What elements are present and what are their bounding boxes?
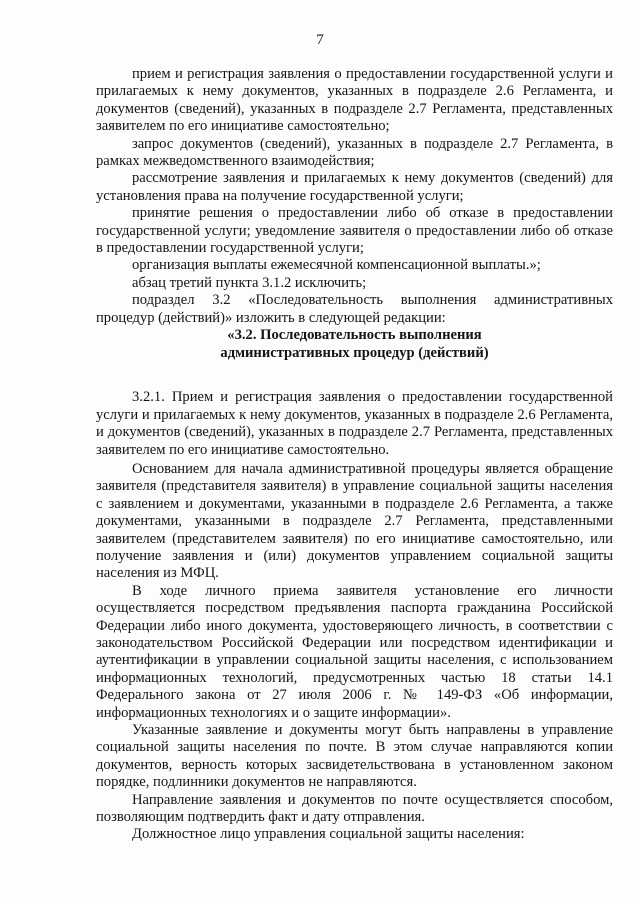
paragraph: организация выплаты ежемесячной компенсационной выплаты.»; (132, 257, 541, 274)
paragraph: абзац третий пункта 3.1.2 исключить; (132, 274, 367, 291)
paragraph: прием и регистрация заявления о предоставлении государственной услуги и прилагаемых к нему документов, указанных в подразделе 2.6 Регламента, и документов (сведений), указанных в подразделе 2.7 Регламента, представленных заявителем по его инициативе самостоятельно; (96, 66, 613, 135)
paragraph: подраздел 3.2 «Последовательность выполнения административных процедур (действий)» изложить в следующей редакции: (96, 292, 613, 326)
spacer (96, 362, 613, 389)
page-number: 7 (316, 32, 324, 48)
paragraph: принятие решения о предоставлении либо об отказе в предоставлении государственной услуги; уведомление заявителя о предоставлении либо об отказе в предоставлении государственной услуги; (96, 205, 613, 257)
paragraph: В ходе личного приема заявителя установление его личности осуществляется посредством предъявления паспорта гражданина Российской Федерации либо иного документа, удостоверяющего личность, в соответствии с законодательством Российской Федерации или посредством идентификации и аутентификации в управлении социальной защиты населения, с использованием информационных технологий, предусмотренных частью 18 статьи 14.1 Федерального закона от 27 июля 2006 г. № 149-ФЗ «Об информации, информационных технологиях и о защите информации». (96, 582, 613, 721)
paragraph: запрос документов (сведений), указанных в подразделе 2.7 Регламента, в рамках межведомственного взаимодействия; (96, 135, 613, 170)
paragraph: рассмотрение заявления и прилагаемых к нему документов (сведений) для установления права на получение государственной услуги; (96, 170, 613, 204)
section-heading (96, 327, 613, 362)
paragraph: Основанием для начала административной процедуры является обращение заявителя (представителя заявителя) в управление социальной защиты населения с заявлением и документами, указанными в подразделе 2.6 Регламента, а также документами, указанными в подразделе 2.7 Регламента, представленными заявителем (представителем заявителя) по его инициативе самостоятельно, или получение заявления и (или) документов управлением социальной защиты населения из МФЦ. (96, 460, 613, 582)
paragraph: Должностное лицо управления социальной защиты населения: (132, 826, 525, 843)
paragraph: Направление заявления и документов по почте осуществляется способом, позволяющим подтвердить факт и дату отправления. (96, 791, 613, 826)
text-column (96, 66, 613, 844)
section-heading-line: «3.2. Последовательность выполнения (227, 327, 482, 344)
paragraph: Указанные заявление и документы могут быть направлены в управление социальной защиты населения по почте. В этом случае направляются копии документов, верность которых засвидетельствована в установленном законом порядке, подлинники документов не направляются. (96, 722, 613, 791)
paragraph: 3.2.1. Прием и регистрация заявления о предоставлении государственной услуги и прилагаемых к нему документов, указанных в подразделе 2.6 Регламента, и документов (сведений), указанных в подразделе 2.7 Регламента, представленных заявителем по его инициативе самостоятельно. (96, 389, 613, 458)
section-heading-line: административных процедур (действий) (220, 344, 489, 361)
